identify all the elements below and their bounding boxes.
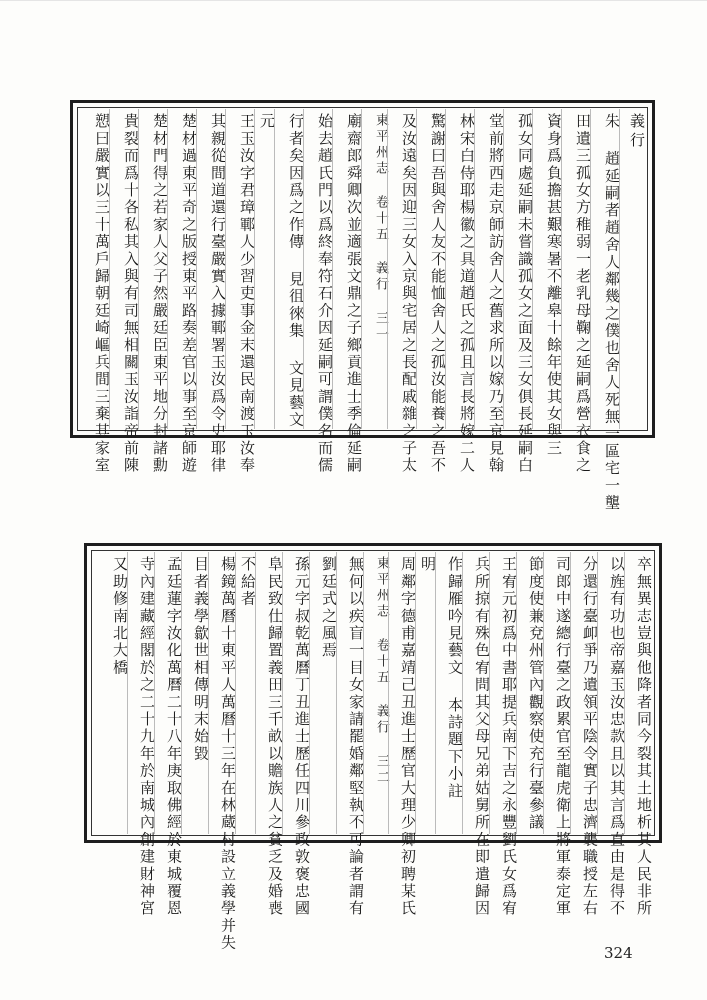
bottom-column: 劉廷式之風焉 <box>309 552 336 834</box>
bottom-column: 不給者 <box>235 552 255 834</box>
bottom-column: 作歸雁吟見藝文 本詩題下小註 <box>435 552 462 834</box>
bottom-column: 司郎中遂總行臺之政累官至龍虎衛上將軍泰定軍 <box>543 552 570 834</box>
bottom-column: 寺內建藏經閣於之二十九年於南城內創建財神宮 <box>127 552 154 834</box>
bottom-column: 以旌有功也帝嘉玉汝忠款且以其言爲直由是得不 <box>597 552 624 834</box>
bottom-column: 無何以疾盲一目女家請罷婚鄰堅執不可論者謂有 <box>336 552 363 834</box>
bottom-column: 孫元字叔乾萬曆丁丑進士歷任四川參政敦褒忠國 <box>282 552 309 834</box>
bottom-column-dynasty: 明 <box>415 552 435 834</box>
bottom-column: 節度使兼兗州管內觀察使充行臺參議 <box>516 552 543 834</box>
top-column: 廟齋郎舜卿次並適張文鼎之子鄉貢進士季倫延嗣 <box>332 109 361 429</box>
top-column: 其親從間道還行臺嚴實入據鄆署玉汝爲令史耶律 <box>196 109 225 429</box>
top-column: 林宋白侍耶楊徽之具道趙氏之孤且言長將嫁二人 <box>445 109 474 429</box>
bottom-column: 兵所掠有殊色宥問其父母兄弟姑舅所在即遣歸因 <box>462 552 489 834</box>
bottom-column: 又助修南北大橋 <box>111 556 129 677</box>
top-page-frame <box>70 100 655 512</box>
top-page-columns <box>81 109 646 512</box>
page-edge <box>0 0 707 1</box>
top-column: 楚材門得之若家人父子然嚴廷臣東平地分封諸勳 <box>138 109 167 429</box>
top-column: 行者矣因爲之作傳 見徂徠集 文見藝文 <box>274 109 303 429</box>
bottom-column: 周鄰字德甫嘉靖己丑進士歷官大理少卿初聘某氏 <box>388 552 415 834</box>
bottom-page-columns <box>95 552 653 952</box>
top-column: 貴裂而爲十各私其入與有司無相關玉汝詣帝前陳 <box>109 109 138 429</box>
top-banxin-column: 東平州志 卷十五 義行 三一 <box>361 109 387 429</box>
top-column: 田遺三孤女方稚弱一老乳母鞠之延嗣爲營衣食之 <box>561 109 590 429</box>
page-number: 324 <box>604 944 633 962</box>
top-column-heading: 義行 <box>619 109 644 429</box>
top-column: 堂前將西走京師訪舍人之舊求所以嫁乃至京見翰 <box>474 109 503 429</box>
bottom-page-frame <box>84 543 662 952</box>
bottom-column: 分還行臺卹爭乃遺領平陰令實子忠濟襲職授左右 <box>570 552 597 834</box>
top-column: 驚謝曰吾與舍人友不能恤舍人之孤汝能養之吾不 <box>416 109 445 429</box>
top-column: 及汝遠矣因迎三女入京與宅居之長配戚雜之子太 <box>387 109 416 429</box>
bottom-column: 目者義學歙世相傳明末始毀 <box>181 552 208 834</box>
bottom-column: 阜民致仕歸置義田三千畝以贍族人之貧乏及婚喪 <box>255 552 282 834</box>
top-column: 資身爲負擔甚艱寒暑不離皋十餘年使其女與三 <box>532 109 561 429</box>
top-column: 朱 趙延嗣者趙舍人鄰幾之僕也舍人死無一區宅一壟 <box>590 109 619 429</box>
top-column: 愬曰嚴實以三十萬戶歸朝廷崎嶇兵間三棄其家室 <box>93 113 111 475</box>
top-column: 孤女同處延嗣未嘗識孤女之面及三女俱長延嗣白 <box>503 109 532 429</box>
top-column-dynasty: 元 <box>254 109 274 429</box>
top-column: 楚材過東平奇之版授東平路奏差官以事至京師遊 <box>167 109 196 429</box>
bottom-column: 楊鏡萬曆十東平人萬曆十三年在林蔵村設立義學并失 <box>208 552 235 834</box>
bottom-banxin-column: 東平州志 卷十五 義行 三二 <box>363 552 388 834</box>
top-column: 始去趙氏門以爲終奉符石介因延嗣可謂僕名而儒 <box>303 109 332 429</box>
bottom-column: 王宥元初爲中書耶提兵南下吉之永豐劉氏女爲宥 <box>489 552 516 834</box>
bottom-column: 卒無異志豈與他降者同今裂其土地析其人民非所 <box>624 552 651 834</box>
bottom-column: 孟廷蓮字汝化萬曆二十八年庚取佛經於東城覆恩 <box>154 552 181 834</box>
top-column: 王玉汝字君璋鄆人少習吏事金末還民南渡玉汝奉 <box>225 109 254 429</box>
